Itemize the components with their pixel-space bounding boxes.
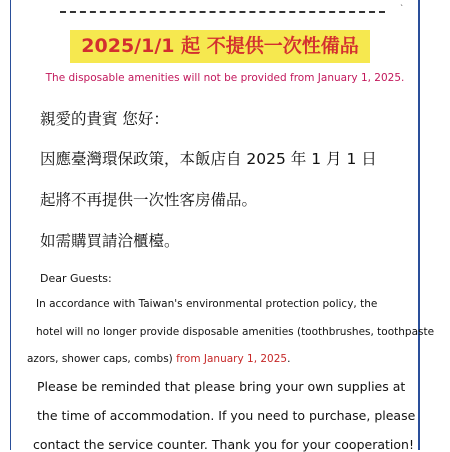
top-tick-mark: ˋ — [400, 4, 404, 13]
zh-no-amenities-line: 起將不再提供一次性客房備品。 — [40, 191, 258, 209]
en-amenities-list: azors, shower caps, combs) — [27, 353, 173, 365]
left-border-rule — [10, 0, 11, 450]
right-border-rule — [418, 0, 420, 450]
en-effective-date: from January 1, 2025 — [176, 353, 288, 365]
top-dashed-rule — [60, 11, 385, 13]
en-contact-line: contact the service counter. Thank you for your cooperation! — [33, 437, 414, 452]
en-amenities-line: hotel will no longer provide disposable amenities (toothbrushes, toothpaste — [36, 326, 435, 338]
en-period: . — [287, 353, 291, 365]
headline: 2025/1/1 起 不提供一次性備品 — [81, 35, 359, 57]
en-amenities-list-line — [27, 354, 290, 365]
zh-purchase-line: 如需購買請洽櫃檯。 — [40, 232, 180, 250]
zh-greeting: 親愛的貴賓 您好： — [40, 110, 169, 128]
en-policy-line: In accordance with Taiwan's environmental protection policy, the — [36, 298, 378, 310]
en-greeting: Dear Guests: — [40, 272, 112, 285]
en-accommodation-line: the time of accommodation. If you need to purchase, please — [37, 408, 416, 423]
en-reminder-line: Please be reminded that please bring your own supplies at — [37, 379, 406, 394]
zh-policy-line: 因應臺灣環保政策，本飯店自 2025 年 1 月 1 日 — [40, 150, 377, 168]
subheadline: The disposable amenities will not be provided from January 1, 2025. — [45, 72, 405, 84]
headline-highlight — [70, 30, 370, 63]
